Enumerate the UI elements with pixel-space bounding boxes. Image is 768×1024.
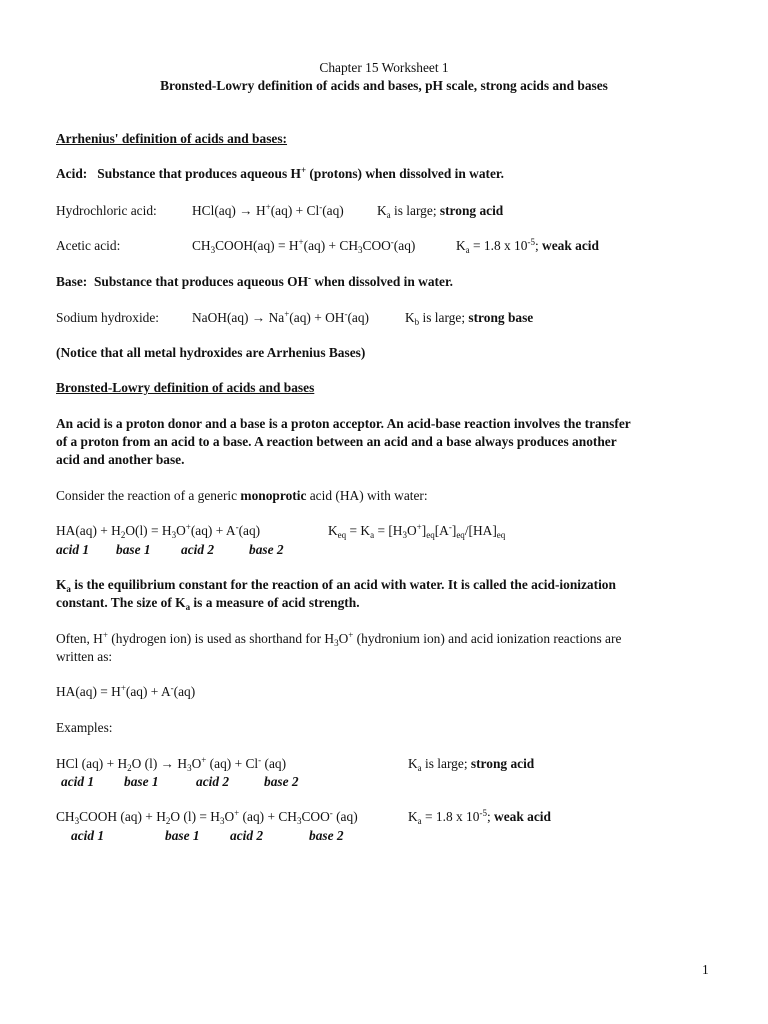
naoh-kb-note: $K_b$ is large; strong base bbox=[405, 310, 534, 327]
ka-paragraph-line-2: constant. The size of $K_a$ is a measure of acid strength. bbox=[56, 595, 360, 612]
ka-paragraph-line-1: $K_a$ is the equilibrium constant for the reaction of an acid with water. It is called the acid-ionization bbox=[56, 577, 616, 594]
metal-hydroxide-notice: (Notice that all metal hydroxides are Arrhenius Bases) bbox=[56, 345, 366, 360]
examples-label: Examples: bbox=[56, 720, 113, 735]
example-1-ka-note: $K_a$ is large; strong acid bbox=[408, 756, 535, 773]
example-2-label-base-2: base 2 bbox=[309, 828, 344, 843]
label-base-1: base 1 bbox=[116, 542, 151, 557]
page-title: Chapter 15 Worksheet 1 bbox=[319, 60, 449, 75]
example-1-label-acid-1: acid 1 bbox=[61, 774, 95, 789]
arrhenius-heading: Arrhenius' definition of acids and bases: bbox=[56, 131, 288, 146]
often-paragraph-line-2: written as: bbox=[56, 649, 113, 664]
base-definition: Base: Substance that produces aqueous OH- when dissolved in water. bbox=[56, 273, 454, 289]
hcl-name: Hydrochloric acid: bbox=[56, 203, 157, 218]
bronsted-paragraph-line-2: of a proton from an acid to a base. A reaction between an acid and a base always produces another bbox=[56, 434, 617, 449]
example-2-ka-note: $K_a = 1.8$ x $10^{-5}$; weak acid bbox=[408, 808, 551, 826]
generic-acid-equation: $HA(aq) + H_2O(l) = H_3O^+(aq) + A^-(aq)$ bbox=[56, 522, 261, 540]
keq-expression: $K_{eq} = K_a = [H_3O^+]_{eq}[A^-]_{eq}/[HA]_{eq}$ bbox=[328, 522, 506, 540]
label-acid-1: acid 1 bbox=[56, 542, 90, 557]
acid-definition: Acid: Substance that produces aqueous H+ (protons) when dissolved in water. bbox=[56, 165, 504, 181]
page-number: 1 bbox=[702, 962, 709, 977]
naoh-name: Sodium hydroxide: bbox=[56, 310, 160, 325]
bronsted-paragraph-line-3: acid and another base. bbox=[56, 452, 185, 467]
hcl-equation: HCl(aq) → H+(aq) + Cl-(aq) bbox=[192, 202, 344, 218]
label-base-2: base 2 bbox=[249, 542, 284, 557]
example-1-label-base-1: base 1 bbox=[124, 774, 159, 789]
example-2-label-base-1: base 1 bbox=[165, 828, 200, 843]
acetic-name: Acetic acid: bbox=[56, 238, 121, 253]
example-1-label-acid-2: acid 2 bbox=[196, 774, 230, 789]
hcl-ka-note: $K_a$ is large; strong acid bbox=[377, 203, 504, 220]
example-2-label-acid-2: acid 2 bbox=[230, 828, 264, 843]
page-subtitle: Bronsted-Lowry definition of acids and bases, pH scale, strong acids and bases bbox=[160, 78, 608, 93]
bronsted-heading: Bronsted-Lowry definition of acids and bases bbox=[56, 380, 315, 395]
ha-ionization-equation: HA(aq) = H+(aq) + A-(aq) bbox=[56, 683, 196, 699]
example-2-equation: $CH_3COOH$ $(aq) + H_2O$ $(l) = H_3O^+$ $(aq) + CH_3COO^-$ (aq) bbox=[56, 808, 358, 826]
example-2-label-acid-1: acid 1 bbox=[71, 828, 105, 843]
example-1-equation: HCl $(aq) + H_2O$ $(l) \to H_3O^+$ (aq) + Cl- (aq) bbox=[56, 755, 287, 773]
acetic-equation: $CH_3COOH(aq) = H^+(aq) + CH_3COO^-(aq)$ bbox=[192, 237, 416, 255]
naoh-equation: NaOH(aq) → Na+(aq) + OH-(aq) bbox=[192, 309, 370, 325]
consider-text: Consider the reaction of a generic monoprotic acid (HA) with water: bbox=[56, 488, 428, 503]
acetic-ka-note: $K_a = 1.8$ x $10^{-5}$; weak acid bbox=[456, 237, 599, 255]
often-paragraph-line-1: Often, H+ (hydrogen ion) is used as shorthand for $H_3O^+$ (hydronium ion) and acid ionization reactions are bbox=[56, 630, 622, 648]
example-1-label-base-2: base 2 bbox=[264, 774, 299, 789]
bronsted-paragraph-line-1: An acid is a proton donor and a base is a proton acceptor. An acid-base reaction involves the transfer bbox=[56, 416, 631, 431]
label-acid-2: acid 2 bbox=[181, 542, 215, 557]
